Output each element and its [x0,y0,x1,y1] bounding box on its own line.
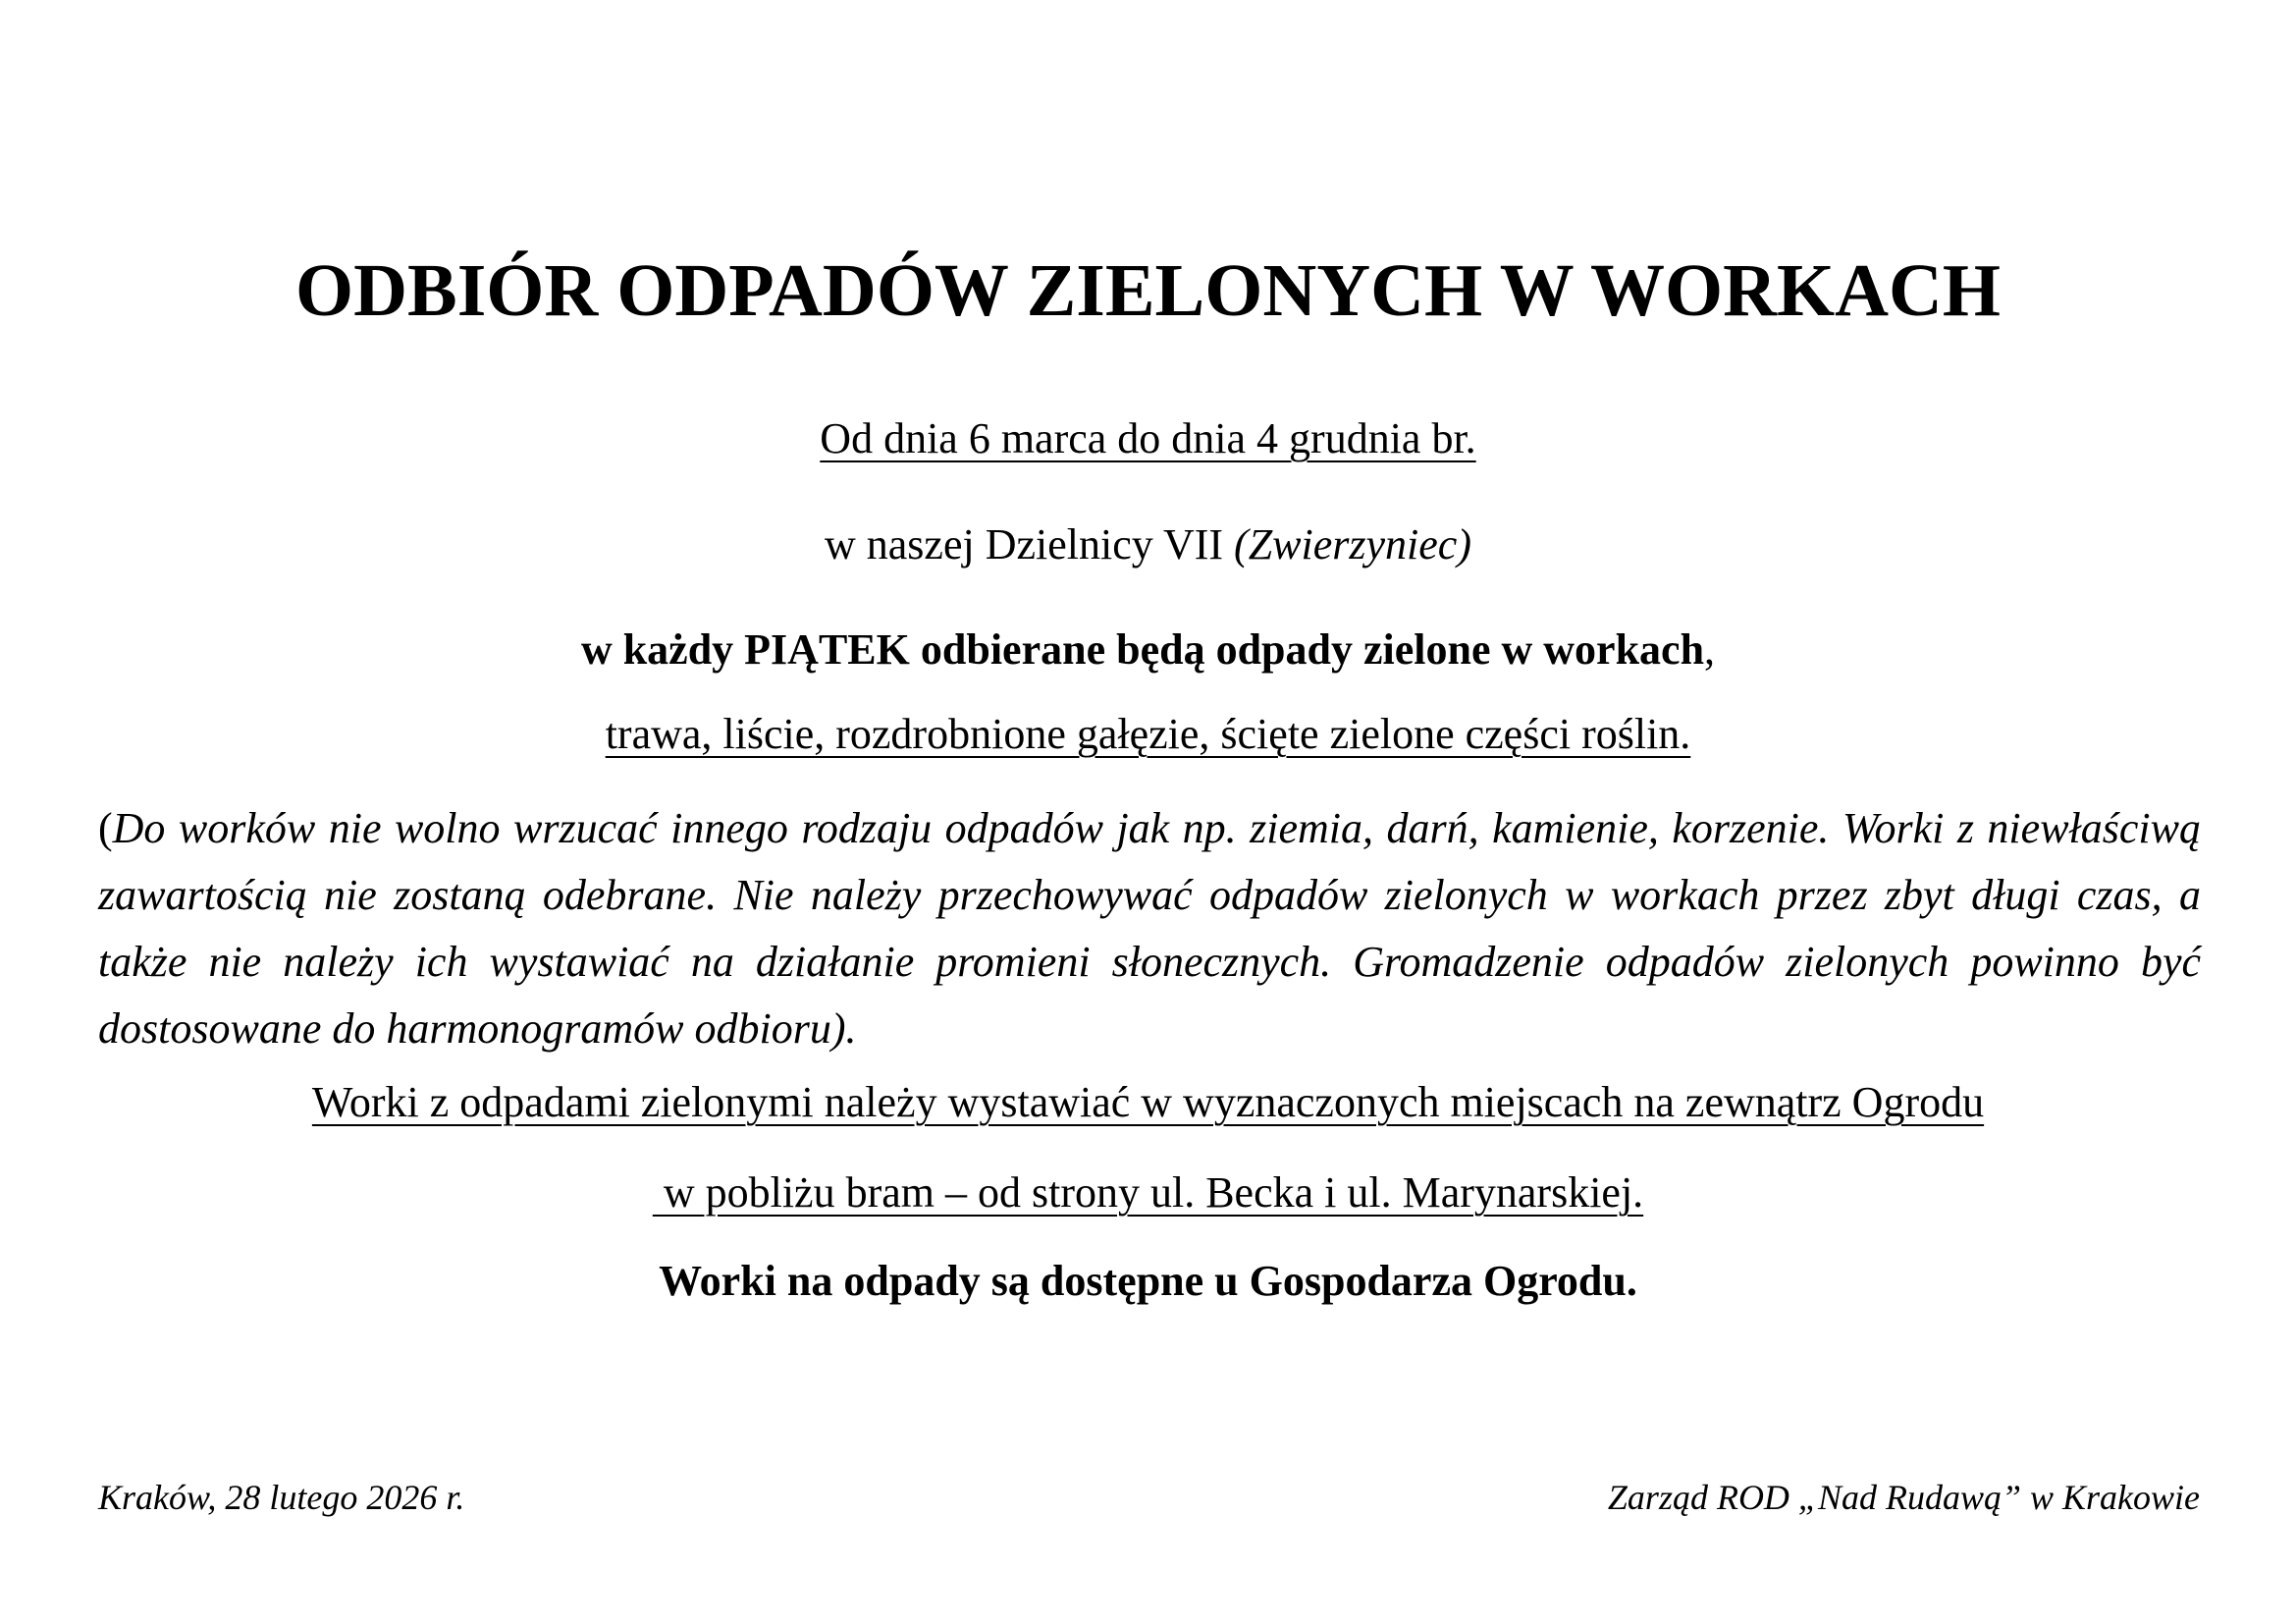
district-name: (Zwierzyniec) [1234,520,1471,568]
placement-line-1: Worki z odpadami zielonymi należy wystawiać w wyznaczonych miejscach na zewnątrz Ogrodu [311,1078,1985,1126]
place-date: Kraków, 28 lutego 2026 r. [98,1478,465,1517]
schedule-trailing: , [1704,625,1716,674]
signature: Zarząd ROD „Nad Rudawą” w Krakowie [1607,1478,2200,1517]
materials-line: trawa, liście, rozdrobnione gałęzie, ścięte zielone części roślin. [605,710,1691,758]
schedule-bold: w każdy PIĄTEK odbierane będą odpady zielone w workach [580,625,1705,674]
availability-line: Worki na odpady są dostępne u Gospodarza Ogrodu. [659,1257,1637,1305]
notice-text: Do worków nie wolno wrzucać innego rodzaju odpadów jak np. ziemia, darń, kamienie, korzenie. Worki z niewłaściwą zawartością nie zostaną odebrane. Nie należy przechowywać odpadów zielonych w workach przez zbyt długi czas, a także nie należy ich wystawiać na działanie promieni słonecznych. Gromadzenie odpadów zielonych powinno być dostosowane do harmonogramów odbioru). [98,804,2201,1053]
district-line [0,520,2296,570]
page-title: ODBIÓR ODPADÓW ZIELONYCH W WORKACH [295,249,2001,332]
notice-paragraph [98,795,2201,1062]
district-prefix: w naszej Dzielnicy VII [825,520,1224,568]
date-range: Od dnia 6 marca do dnia 4 grudnia br. [820,414,1476,462]
schedule-line [0,625,2296,676]
notice-open-paren: ( [98,804,113,852]
placement-line-2: w pobliżu bram – od strony ul. Becka i ul. Marynarskiej. [652,1168,1644,1217]
